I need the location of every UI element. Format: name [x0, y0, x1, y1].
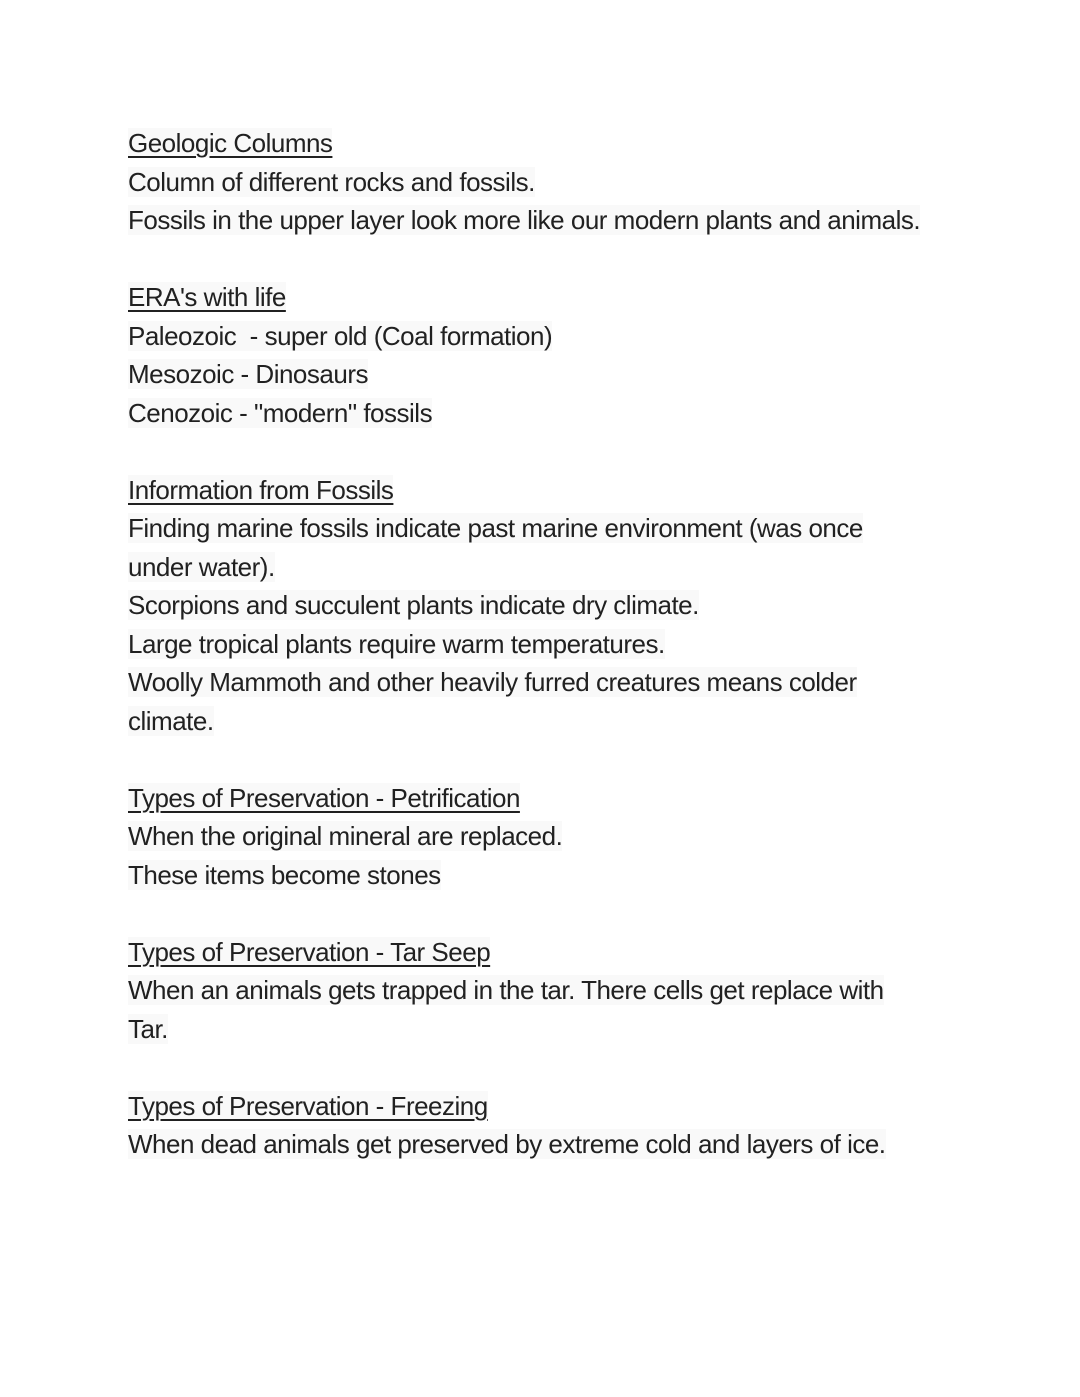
- note-line: [128, 355, 1040, 394]
- note-text: Cenozoic - "modern" fossils: [128, 397, 433, 428]
- note-line: [128, 971, 1040, 1010]
- note-text: Fossils in the upper layer look more like our modern plants and animals.: [128, 205, 921, 235]
- note-text: When dead animals get preserved by extreme cold and layers of ice.: [128, 1129, 886, 1159]
- section-heading: Types of Preservation - Petrification: [128, 782, 520, 813]
- section-eras-with-life: [128, 278, 1040, 432]
- note-line: [128, 509, 1040, 548]
- section-preservation-freezing: [128, 1087, 1040, 1164]
- note-text: When the original mineral are replaced.: [128, 821, 563, 851]
- note-line: [128, 702, 1040, 741]
- note-line: [128, 856, 1040, 895]
- note-line: [128, 586, 1040, 625]
- note-line: [128, 1125, 1040, 1164]
- section-preservation-petrification: [128, 779, 1040, 895]
- note-line: [128, 201, 1040, 240]
- note-line: [128, 817, 1040, 856]
- note-text: under water).: [128, 551, 275, 582]
- note-line: [128, 548, 1040, 587]
- heading-line: [128, 278, 1040, 317]
- heading-line: [128, 933, 1040, 972]
- note-line: [128, 1010, 1040, 1049]
- heading-line: [128, 1087, 1040, 1126]
- heading-line: [128, 471, 1040, 510]
- section-heading: ERA's with life: [128, 282, 286, 312]
- note-text: Scorpions and succulent plants indicate dry climate.: [128, 590, 699, 620]
- section-heading: Types of Preservation - Tar Seep: [128, 936, 491, 967]
- note-text: Tar.: [128, 1013, 168, 1044]
- section-heading: Types of Preservation - Freezing: [128, 1090, 488, 1121]
- note-text: These items become stones: [128, 859, 441, 890]
- note-text: When an animals gets trapped in the tar. There cells get replace with: [128, 975, 884, 1005]
- note-text: Mesozoic - Dinosaurs: [128, 359, 368, 389]
- note-text: climate.: [128, 705, 214, 736]
- section-information-from-fossils: [128, 471, 1040, 741]
- note-line: [128, 663, 1040, 702]
- section-heading: Geologic Columns: [128, 128, 333, 158]
- section-preservation-tar-seep: [128, 933, 1040, 1049]
- note-line: [128, 163, 1040, 202]
- heading-line: [128, 779, 1040, 818]
- note-line: [128, 625, 1040, 664]
- note-text: Large tropical plants require warm temperatures.: [128, 628, 665, 659]
- note-text: Finding marine fossils indicate past marine environment (was once: [128, 513, 863, 543]
- note-text: Column of different rocks and fossils.: [128, 166, 535, 197]
- section-geologic-columns: [128, 124, 1040, 240]
- note-line: [128, 317, 1040, 356]
- note-text: Paleozoic - super old (Coal formation): [128, 320, 553, 351]
- heading-line: [128, 124, 1040, 163]
- note-line: [128, 394, 1040, 433]
- note-text: Woolly Mammoth and other heavily furred creatures means colder: [128, 667, 857, 697]
- section-heading: Information from Fossils: [128, 474, 394, 505]
